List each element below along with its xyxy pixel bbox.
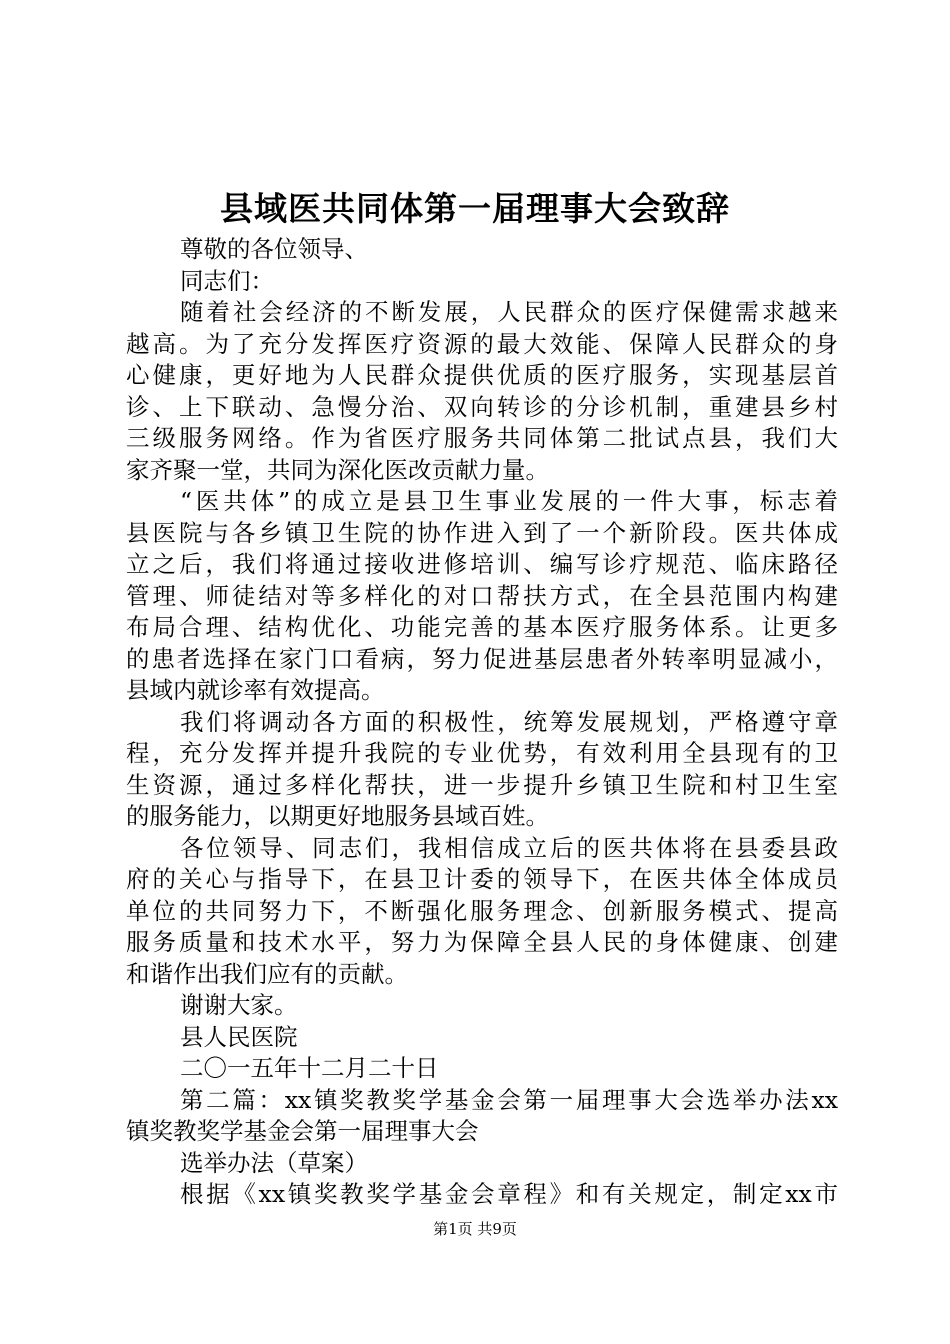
paragraph-line: 管理、师徒结对等多样化的对口帮扶方式，在全县范围内构建: [126, 581, 838, 610]
paragraph-line: 的服务能力，以期更好地服务县域百姓。: [126, 802, 549, 830]
paragraph-line: 布局合理、结构优化、功能完善的基本医疗服务体系。让更多: [126, 613, 838, 641]
paragraph-line: 县域内就诊率有效提高。: [126, 676, 385, 704]
paragraph-line: 程，充分发挥并提升我院的专业优势，有效利用全县现有的卫: [126, 739, 838, 767]
closing-line: 谢谢大家。: [180, 991, 298, 1019]
paragraph-line: 服务质量和技术水平，努力为保障全县人民的身体健康、创建: [126, 928, 838, 956]
paragraph-line: 的患者选择在家门口看病，努力促进基层患者外转率明显减小，: [126, 644, 838, 673]
document-title: 县域医共同体第一届理事大会致辞: [220, 189, 730, 228]
paragraph-line: 家齐聚一堂，共同为深化医改贡献力量。: [126, 455, 549, 484]
paragraph-line: 根据《xx镇奖教奖学基金会章程》和有关规定，制定xx市: [180, 1180, 838, 1208]
paragraph-line: “医共体”的成立是县卫生事业发展的一件大事，标志着: [180, 487, 838, 515]
paragraph-line: 越高。为了充分发挥医疗资源的最大效能、保障人民群众的身: [126, 329, 838, 358]
salutation-line: 尊敬的各位领导、: [180, 235, 368, 263]
paragraph-line: 县医院与各乡镇卫生院的协作进入到了一个新阶段。医共体成: [126, 518, 838, 547]
signature-line: 县人民医院: [180, 1022, 298, 1051]
paragraph-line: 单位的共同努力下，不断强化服务理念、创新服务模式、提高: [126, 896, 838, 925]
section-subheading-line: 选举办法（草案）: [180, 1148, 368, 1177]
paragraph-line: 各位领导、同志们，我相信成立后的医共体将在县委县政: [180, 833, 838, 862]
paragraph-line: 府的关心与指导下，在县卫计委的领导下，在医共体全体成员: [126, 865, 838, 893]
date-line: 二〇一五年十二月二十日: [180, 1054, 439, 1082]
paragraph-line: 随着社会经济的不断发展，人民群众的医疗保健需求越来: [180, 298, 838, 326]
paragraph-line: 心健康，更好地为人民群众提供优质的医疗服务，实现基层首: [126, 361, 838, 389]
paragraph-line: 生资源，通过多样化帮扶，进一步提升乡镇卫生院和村卫生室: [126, 770, 838, 799]
paragraph-line: 三级服务网络。作为省医疗服务共同体第二批试点县，我们大: [126, 424, 838, 452]
paragraph-line: 诊、上下联动、急慢分治、双向转诊的分诊机制，重建县乡村: [126, 392, 838, 421]
section-heading-line: 第二篇：xx镇奖教奖学基金会第一届理事大会选举办法xx: [180, 1085, 838, 1114]
document-body: [126, 234, 838, 1211]
page-footer: 第1页 共9页: [433, 1220, 517, 1238]
paragraph-line: 立之后，我们将通过接收进修培训、编写诊疗规范、临床路径: [126, 550, 838, 578]
section-heading-line: 镇奖教奖学基金会第一届理事大会: [126, 1117, 479, 1145]
paragraph-line: 和谐作出我们应有的贡献。: [126, 959, 408, 988]
salutation-line: 同志们：: [180, 266, 274, 295]
paragraph-line: 我们将调动各方面的积极性，统筹发展规划，严格遵守章: [180, 707, 838, 736]
